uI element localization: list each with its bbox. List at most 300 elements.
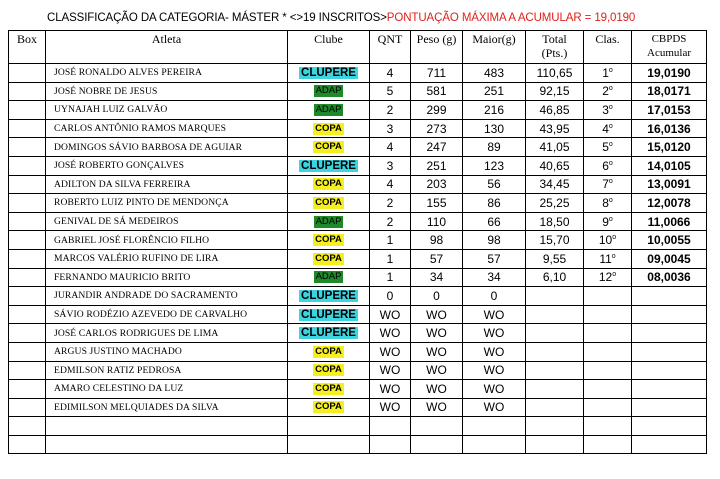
max-cell: [463, 324, 526, 343]
athlete-cell: [46, 380, 288, 399]
qnt-value: WO: [379, 400, 401, 415]
classification-table: [8, 30, 707, 454]
max-cell: [463, 101, 526, 120]
qnt-value: 4: [386, 177, 394, 192]
qnt-cell: [370, 435, 411, 454]
box-cell: [9, 82, 46, 101]
box-cell: [9, 138, 46, 157]
athlete-name: FERNANDO MAURICIO BRITO: [54, 271, 191, 283]
clas-value: 12: [598, 270, 613, 285]
clas-value: 5: [602, 140, 609, 155]
qnt-value: 4: [386, 140, 394, 155]
max-value: 130: [483, 121, 505, 136]
total-cell: [526, 417, 584, 436]
box-cell: [9, 194, 46, 213]
athlete-name: JURANDIR ANDRADE DO SACRAMENTO: [54, 290, 238, 302]
club-badge: COPA: [315, 178, 342, 190]
weight-value: 110: [426, 214, 447, 229]
cbpds-cell: [632, 398, 707, 417]
cbpds-cell: [632, 380, 707, 399]
athlete-cell: [46, 249, 288, 268]
weight-cell: [411, 361, 463, 380]
qnt-cell: [370, 119, 411, 138]
max-value: WO: [483, 307, 505, 322]
qnt-cell: [370, 101, 411, 120]
weight-value: 247: [426, 140, 447, 155]
total-cell: [526, 64, 584, 83]
clas-value: 8: [602, 195, 609, 210]
clas-value: 6: [602, 158, 609, 173]
total-value: 15,70: [539, 233, 570, 248]
qnt-value: 2: [386, 214, 394, 229]
total-cell: [526, 380, 584, 399]
qnt-value: 3: [386, 158, 394, 173]
total-cell: [526, 212, 584, 231]
total-cell: [526, 287, 584, 306]
total-value: 41,05: [539, 140, 570, 155]
qnt-value: 4: [386, 65, 394, 80]
weight-value: 57: [429, 251, 444, 266]
clas-ordinal: o: [608, 66, 613, 74]
cbpds-cell: [632, 212, 707, 231]
total-cell: [526, 138, 584, 157]
table-row: [9, 417, 707, 436]
clas-ordinal: o: [608, 159, 613, 167]
max-value: WO: [483, 344, 505, 359]
table-row: [9, 324, 707, 343]
athlete-cell: [46, 82, 288, 101]
weight-cell: [411, 138, 463, 157]
table-row: [9, 398, 707, 417]
clas-value: 2: [602, 84, 609, 99]
cbpds-cell: [632, 194, 707, 213]
club-badge: ADAP: [315, 271, 342, 283]
cbpds-value: 15,0120: [647, 140, 691, 155]
qnt-cell: [370, 287, 411, 306]
box-cell: [9, 156, 46, 175]
weight-cell: [411, 175, 463, 194]
total-value: 40,65: [539, 158, 570, 173]
athlete-cell: [46, 194, 288, 213]
title-main: CLASSIFICAÇÃO DA CATEGORIA- MÁSTER * <>19 INSCRITOS>: [47, 12, 387, 24]
clas-ordinal: o: [608, 103, 613, 111]
weight-cell: [411, 156, 463, 175]
total-cell: [526, 156, 584, 175]
qnt-value: WO: [379, 307, 401, 322]
box-cell: [9, 175, 46, 194]
max-cell: [463, 231, 526, 250]
club-cell: [288, 138, 370, 157]
total-value: 9,55: [542, 251, 567, 266]
max-value: 123: [483, 158, 505, 173]
club-cell: [288, 324, 370, 343]
athlete-name: UYNAJAH LUIZ GALVÃO: [54, 104, 168, 116]
qnt-value: 2: [386, 102, 394, 117]
max-value: WO: [483, 326, 505, 341]
athlete-name: GENIVAL DE SÁ MEDEIROS: [54, 216, 179, 228]
cbpds-cell: [632, 342, 707, 361]
max-cell: [463, 82, 526, 101]
max-cell: [463, 361, 526, 380]
club-cell: [288, 435, 370, 454]
qnt-cell: [370, 156, 411, 175]
club-cell: [288, 249, 370, 268]
weight-value: WO: [426, 363, 447, 378]
club-badge: COPA: [315, 345, 342, 357]
table-row: [9, 287, 707, 306]
clas-cell: [584, 101, 632, 120]
club-badge: CLUPERE: [301, 327, 356, 340]
athlete-name: ADILTON DA SILVA FERREIRA: [54, 178, 191, 190]
weight-cell: [411, 268, 463, 287]
max-cell: [463, 435, 526, 454]
box-cell: [9, 231, 46, 250]
athlete-cell: [46, 156, 288, 175]
table-row: [9, 249, 707, 268]
club-badge: COPA: [315, 364, 342, 376]
club-cell: [288, 119, 370, 138]
athlete-cell: [46, 305, 288, 324]
athlete-cell: [46, 138, 288, 157]
cbpds-cell: [632, 64, 707, 83]
total-cell: [526, 435, 584, 454]
club-cell: [288, 212, 370, 231]
qnt-cell: [370, 342, 411, 361]
weight-cell: [411, 324, 463, 343]
cbpds-cell: [632, 249, 707, 268]
cbpds-value: 14,0105: [647, 158, 691, 173]
clas-value: 4: [602, 121, 609, 136]
box-cell: [9, 361, 46, 380]
total-value: 46,85: [539, 102, 570, 117]
athlete-name: GABRIEL JOSÉ FLORÊNCIO FILHO: [54, 234, 210, 246]
cbpds-cell: [632, 435, 707, 454]
table-row: [9, 82, 707, 101]
clas-value: 10: [598, 233, 613, 248]
athlete-cell: [46, 398, 288, 417]
max-value: 251: [483, 84, 505, 99]
header-weight: Peso (g): [411, 31, 463, 64]
total-value: 110,65: [536, 65, 573, 80]
qnt-cell: [370, 175, 411, 194]
weight-cell: [411, 101, 463, 120]
total-value: 34,45: [539, 177, 570, 192]
athlete-cell: [46, 342, 288, 361]
weight-cell: [411, 231, 463, 250]
club-badge: CLUPERE: [301, 159, 356, 172]
weight-value: 581: [426, 84, 447, 99]
athlete-name: JOSÉ CARLOS RODRIGUES DE LIMA: [54, 327, 219, 339]
weight-cell: [411, 287, 463, 306]
weight-value: WO: [426, 381, 447, 396]
clas-ordinal: o: [608, 196, 613, 204]
header-cbpds-line2: Acumular: [647, 47, 691, 59]
max-value: 98: [487, 233, 501, 248]
max-cell: [463, 287, 526, 306]
box-cell: [9, 287, 46, 306]
club-badge: ADAP: [315, 85, 342, 97]
cbpds-value: 08,0036: [647, 270, 691, 285]
weight-cell: [411, 380, 463, 399]
box-cell: [9, 380, 46, 399]
total-cell: [526, 101, 584, 120]
table-row: [9, 268, 707, 287]
weight-cell: [411, 435, 463, 454]
athlete-name: JOSÉ NOBRE DE JESUS: [54, 85, 158, 97]
cbpds-cell: [632, 175, 707, 194]
clas-ordinal: o: [608, 215, 613, 223]
club-badge: COPA: [315, 401, 342, 413]
club-cell: [288, 175, 370, 194]
table-row: [9, 64, 707, 83]
qnt-value: WO: [379, 344, 401, 359]
total-cell: [526, 231, 584, 250]
max-cell: [463, 305, 526, 324]
qnt-value: WO: [379, 326, 401, 341]
clas-value: 3: [602, 102, 609, 117]
max-value: 89: [487, 140, 501, 155]
table-row: [9, 435, 707, 454]
box-cell: [9, 417, 46, 436]
cbpds-cell: [632, 287, 707, 306]
total-value: 18,50: [539, 214, 570, 229]
box-cell: [9, 212, 46, 231]
header-total: [526, 31, 584, 64]
cbpds-cell: [632, 82, 707, 101]
cbpds-value: 11,0066: [647, 214, 691, 229]
weight-value: 98: [429, 233, 444, 248]
club-badge: CLUPERE: [301, 289, 356, 302]
clas-cell: [584, 194, 632, 213]
clas-cell: [584, 175, 632, 194]
table-row: [9, 156, 707, 175]
cbpds-value: 17,0153: [647, 102, 691, 117]
qnt-value: 1: [386, 251, 394, 266]
cbpds-value: 10,0055: [647, 233, 691, 248]
cbpds-cell: [632, 305, 707, 324]
clas-ordinal: o: [612, 271, 617, 279]
club-badge: CLUPERE: [301, 66, 356, 79]
weight-cell: [411, 119, 463, 138]
club-badge: ADAP: [315, 103, 342, 115]
table-row: [9, 138, 707, 157]
clas-cell: [584, 398, 632, 417]
table-row: [9, 361, 707, 380]
clas-value: 11: [599, 251, 612, 266]
clas-ordinal: o: [608, 122, 613, 130]
clas-cell: [584, 435, 632, 454]
header-clas: Clas.: [584, 31, 632, 64]
table-row: [9, 101, 707, 120]
weight-value: 34: [429, 270, 444, 285]
qnt-cell: [370, 212, 411, 231]
total-value: 25,25: [539, 195, 570, 210]
max-value: WO: [483, 381, 505, 396]
athlete-name: EDIMILSON MELQUIADES DA SILVA: [54, 401, 219, 413]
club-cell: [288, 64, 370, 83]
clas-cell: [584, 361, 632, 380]
clas-cell: [584, 231, 632, 250]
total-value: 92,15: [539, 84, 570, 99]
athlete-name: ARGUS JUSTINO MACHADO: [54, 346, 182, 358]
athlete-cell: [46, 175, 288, 194]
club-badge: COPA: [315, 196, 342, 208]
athlete-name: CARLOS ANTÔNIO RAMOS MARQUES: [54, 123, 227, 135]
athlete-cell: [46, 101, 288, 120]
cbpds-value: 13,0091: [647, 177, 691, 192]
clas-cell: [584, 380, 632, 399]
clas-value: 9: [602, 214, 609, 229]
club-cell: [288, 398, 370, 417]
max-cell: [463, 119, 526, 138]
table-row: [9, 212, 707, 231]
qnt-cell: [370, 398, 411, 417]
total-cell: [526, 82, 584, 101]
table-row: [9, 231, 707, 250]
clas-cell: [584, 119, 632, 138]
max-cell: [463, 380, 526, 399]
athlete-cell: [46, 212, 288, 231]
club-cell: [288, 380, 370, 399]
weight-value: 273: [426, 121, 447, 136]
max-value: 0: [490, 288, 498, 303]
athlete-cell: [46, 287, 288, 306]
athlete-name: AMARO CELESTINO DA LUZ: [54, 383, 184, 395]
box-cell: [9, 398, 46, 417]
table-row: [9, 380, 707, 399]
club-badge: CLUPERE: [301, 308, 356, 321]
clas-cell: [584, 249, 632, 268]
cbpds-cell: [632, 268, 707, 287]
cbpds-value: 12,0078: [647, 195, 691, 210]
cbpds-value: 16,0136: [647, 121, 691, 136]
weight-cell: [411, 212, 463, 231]
header-max: Maior(g): [463, 31, 526, 64]
weight-value: WO: [426, 400, 447, 415]
qnt-cell: [370, 305, 411, 324]
max-value: 34: [487, 270, 501, 285]
weight-cell: [411, 64, 463, 83]
cbpds-value: 09,0045: [647, 251, 691, 266]
athlete-name: MARCOS VALÉRIO RUFINO DE LIRA: [54, 253, 219, 265]
weight-cell: [411, 305, 463, 324]
athlete-cell: [46, 119, 288, 138]
total-cell: [526, 119, 584, 138]
clas-ordinal: o: [612, 234, 617, 242]
qnt-cell: [370, 268, 411, 287]
club-cell: [288, 417, 370, 436]
max-value: WO: [483, 400, 505, 415]
qnt-cell: [370, 194, 411, 213]
qnt-cell: [370, 64, 411, 83]
club-cell: [288, 156, 370, 175]
weight-value: WO: [426, 326, 447, 341]
header-row: [9, 31, 707, 64]
qnt-value: WO: [379, 381, 401, 396]
athlete-name: EDMILSON RATIZ PEDROSA: [54, 364, 182, 376]
club-badge: COPA: [315, 141, 342, 153]
max-value: 86: [487, 195, 501, 210]
qnt-cell: [370, 231, 411, 250]
athlete-cell: [46, 231, 288, 250]
box-cell: [9, 249, 46, 268]
max-cell: [463, 175, 526, 194]
clas-cell: [584, 287, 632, 306]
weight-value: WO: [426, 344, 447, 359]
club-badge: COPA: [315, 234, 342, 246]
athlete-cell: [46, 64, 288, 83]
clas-cell: [584, 82, 632, 101]
max-cell: [463, 398, 526, 417]
cbpds-cell: [632, 231, 707, 250]
box-cell: [9, 435, 46, 454]
max-cell: [463, 156, 526, 175]
weight-value: 299: [426, 102, 447, 117]
cbpds-cell: [632, 119, 707, 138]
table-row: [9, 119, 707, 138]
athlete-name: JOSÉ RONALDO ALVES PEREIRA: [54, 67, 203, 79]
table-row: [9, 194, 707, 213]
athlete-cell: [46, 417, 288, 436]
clas-cell: [584, 64, 632, 83]
qnt-value: 2: [386, 195, 394, 210]
athlete-cell: [46, 324, 288, 343]
max-cell: [463, 212, 526, 231]
box-cell: [9, 268, 46, 287]
clas-cell: [584, 268, 632, 287]
qnt-value: WO: [379, 363, 401, 378]
club-badge: COPA: [315, 252, 342, 264]
weight-value: 711: [426, 65, 447, 80]
qnt-cell: [370, 324, 411, 343]
header-qnt: QNT: [370, 31, 411, 64]
total-cell: [526, 361, 584, 380]
clas-cell: [584, 417, 632, 436]
header-cbpds-line1: CBPDS: [651, 33, 687, 45]
cbpds-cell: [632, 156, 707, 175]
club-cell: [288, 287, 370, 306]
club-cell: [288, 231, 370, 250]
box-cell: [9, 119, 46, 138]
clas-cell: [584, 138, 632, 157]
max-value: 56: [487, 177, 501, 192]
cbpds-value: 18,0171: [647, 84, 691, 99]
max-cell: [463, 64, 526, 83]
total-cell: [526, 194, 584, 213]
max-cell: [463, 138, 526, 157]
qnt-value: 0: [386, 288, 394, 303]
total-cell: [526, 249, 584, 268]
athlete-cell: [46, 268, 288, 287]
athlete-cell: [46, 435, 288, 454]
clas-ordinal: o: [611, 252, 616, 260]
box-cell: [9, 342, 46, 361]
club-badge: COPA: [315, 382, 342, 394]
max-cell: [463, 268, 526, 287]
club-cell: [288, 361, 370, 380]
athlete-name: DOMINGOS SÁVIO BARBOSA DE AGUIAR: [54, 141, 243, 153]
qnt-cell: [370, 138, 411, 157]
weight-value: 155: [426, 195, 447, 210]
table-row: [9, 342, 707, 361]
weight-value: 251: [426, 158, 447, 173]
total-cell: [526, 175, 584, 194]
qnt-cell: [370, 361, 411, 380]
club-cell: [288, 82, 370, 101]
header-cbpds: [632, 31, 707, 64]
qnt-cell: [370, 380, 411, 399]
box-cell: [9, 64, 46, 83]
